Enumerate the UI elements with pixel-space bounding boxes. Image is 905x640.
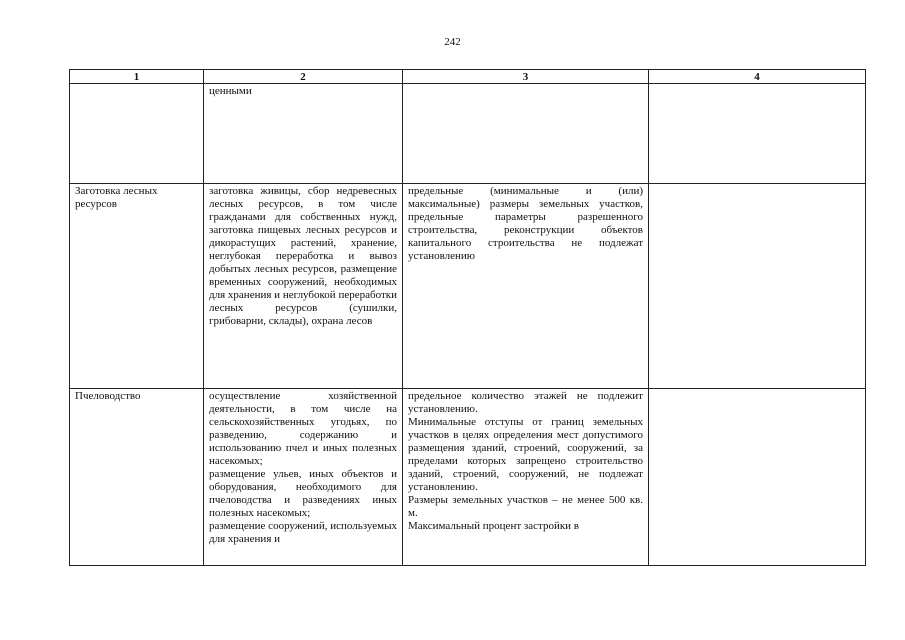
parameters-cell [403, 184, 649, 389]
parameters-paragraph: Максимальный процент застройки в [408, 520, 579, 532]
column-header-2: 2 [204, 70, 403, 84]
notes-cell [649, 389, 866, 566]
notes-cell [649, 184, 866, 389]
parameters-paragraph: Минимальные отступы от границ земельных участков в целях определения мест допустимого размещения зданий, строений, сооружений, за пределами которых запрещено строительство зданий, строений, сооружений, не подлежат установлению. [408, 416, 643, 493]
description-paragraph: размещение ульев, иных объектов и оборудования, необходимого для пчеловодства и разведениях иных полезных насекомых; [209, 468, 397, 519]
parameters-paragraph: предельные (минимальные и (или) максимальные) размеры земельных участков, предельные параметры разрешенного строительства, реконструкции объектов капитального строительства не подлежат установлению [408, 185, 643, 262]
description-paragraph: ценными [209, 85, 252, 97]
table-row [70, 184, 866, 389]
column-header-1: 1 [70, 70, 204, 84]
page-number: 242 [444, 36, 461, 48]
use-description-cell [204, 184, 403, 389]
parameters-paragraph: предельное количество этажей не подлежит установлению. [408, 390, 643, 415]
column-header-4: 4 [649, 70, 866, 84]
use-description-cell [204, 389, 403, 566]
parameters-paragraph: Размеры земельных участков – не менее 500 кв. м. [408, 494, 643, 519]
use-type-cell: Пчеловодство [70, 389, 204, 566]
land-use-table [69, 69, 866, 566]
description-paragraph: заготовка живицы, сбор недревесных лесных ресурсов, в том числе гражданами для собственных нужд, заготовка пищевых лесных ресурсов и дикорастущих растений, хранение, неглубокая переработка и вывоз добытых лесных ресурсов, размещение временных сооружений, необходимых для хранения и неглубокой переработки лесных ресурсов (сушилки, грибоварни, склады), охрана лесов [209, 185, 397, 327]
use-description-cell [204, 84, 403, 184]
use-type-cell [70, 84, 204, 184]
column-header-3: 3 [403, 70, 649, 84]
description-paragraph: размещение сооружений, используемых для хранения и [209, 520, 397, 545]
table-row [70, 84, 866, 184]
table-header-row [70, 70, 866, 84]
description-paragraph: осуществление хозяйственной деятельности, в том числе на сельскохозяйственных угодьях, по разведению, содержанию и использованию пчел и иных полезных насекомых; [209, 390, 397, 467]
parameters-cell [403, 84, 649, 184]
use-type-cell: Заготовка лесных ресурсов [70, 184, 204, 389]
notes-cell [649, 84, 866, 184]
table-row [70, 389, 866, 566]
parameters-cell [403, 389, 649, 566]
